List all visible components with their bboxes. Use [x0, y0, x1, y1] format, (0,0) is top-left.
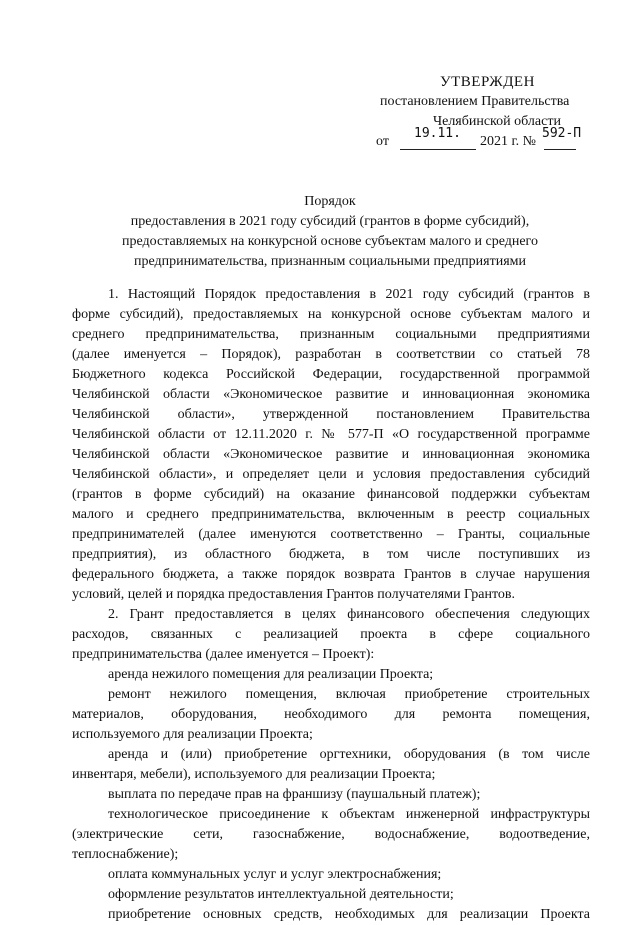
body-line: предпринимателей (далее именуются соответственно – Гранты, социальные [72, 527, 590, 542]
approval-title: УТВЕРЖДЕН [440, 74, 535, 90]
body-line: условий, целей и порядка предоставления Грантов получателями Грантов. [72, 587, 516, 602]
body-line: оформление результатов интеллектуальной деятельности; [108, 887, 454, 902]
body-line: приобретение основных средств, необходимых для реализации Проекта [108, 907, 590, 922]
number-underline [544, 149, 576, 150]
document-body [72, 285, 590, 925]
body-line: среднего предпринимательства, признанным социальными предприятиями [72, 327, 590, 342]
body-line: Челябинской области», и определяет цели и условия предоставления субсидий [72, 467, 590, 482]
approval-block [378, 72, 618, 154]
body-line: теплоснабжение); [72, 847, 179, 862]
body-line: расходов, связанных с реализацией проекта в сфере социального [72, 627, 590, 642]
body-line: (далее именуется – Порядок), разработан в соответствии со статьей 78 [72, 347, 590, 362]
approval-date-line [376, 126, 618, 154]
body-line: (электрические сети, газоснабжение, водоснабжение, водоотведение, [72, 827, 590, 842]
approval-from: от [376, 134, 389, 149]
body-line: инвентаря, мебели), используемого для реализации Проекта; [72, 767, 436, 782]
body-line: ремонт нежилого помещения, включая приобретение строительных [108, 687, 590, 702]
approval-year-number: 2021 г. № [480, 134, 537, 149]
body-line: Челябинской области «Экономическое развитие и инновационная экономика [72, 447, 590, 462]
body-line: используемого для реализации Проекта; [72, 727, 313, 742]
body-line: технологическое присоединение к объектам инженерной инфраструктуры [108, 807, 590, 822]
body-line: материалов, оборудования, необходимого для ремонта помещения, [72, 707, 590, 722]
body-line: Челябинской области», утвержденной постановлением Правительства [72, 407, 590, 422]
body-line: 2. Грант предоставляется в целях финансового обеспечения следующих [108, 607, 590, 622]
approval-number: 592-П [542, 126, 582, 141]
body-line: выплата по передаче прав на франшизу (паушальный платеж); [108, 787, 481, 802]
body-line: предпринимательства (далее именуется – Проект): [72, 647, 375, 662]
body-line: Челябинской области «Экономическое развитие и инновационная экономика [72, 387, 590, 402]
body-line: федерального бюджета, а также порядок возврата Грантов в случае нарушения [72, 567, 590, 582]
body-line: оплата коммунальных услуг и услуг электроснабжения; [108, 867, 442, 882]
date-underline [400, 149, 476, 150]
document-heading [90, 192, 570, 272]
body-line: форме субсидий), предоставляемых на конкурсной основе субъектам малого и [72, 307, 590, 322]
heading-line: предоставляемых на конкурсной основе субъектам малого и среднего [122, 234, 538, 249]
body-line: (грантов в форме субсидий) на оказание финансовой поддержки субъектам [72, 487, 590, 502]
body-line: аренда и (или) приобретение оргтехники, оборудования (в том числе [108, 747, 590, 762]
heading-line: предоставления в 2021 году субсидий (грантов в форме субсидий), [130, 214, 530, 229]
body-line: аренда нежилого помещения для реализации Проекта; [108, 667, 434, 682]
body-line: Бюджетного кодекса Российской Федерации, государственной программой [72, 367, 590, 382]
body-line: 1. Настоящий Порядок предоставления в 2021 году субсидий (грантов в [108, 287, 590, 302]
approval-date: 19.11. [414, 126, 461, 141]
heading-line: предпринимательства, признанным социальными предприятиями [134, 254, 526, 269]
approval-line-2: постановлением Правительства [380, 94, 570, 109]
approval-line-3: Челябинской области [433, 114, 561, 129]
heading-title: Порядок [304, 194, 356, 209]
body-line: Челябинской области от 12.11.2020 г. № 577-П «О государственной программе [72, 427, 590, 442]
body-line: малого и среднего предпринимательства, включенным в реестр социальных [72, 507, 590, 522]
body-line: предприятия), из областного бюджета, в том числе поступивших из [72, 547, 590, 562]
